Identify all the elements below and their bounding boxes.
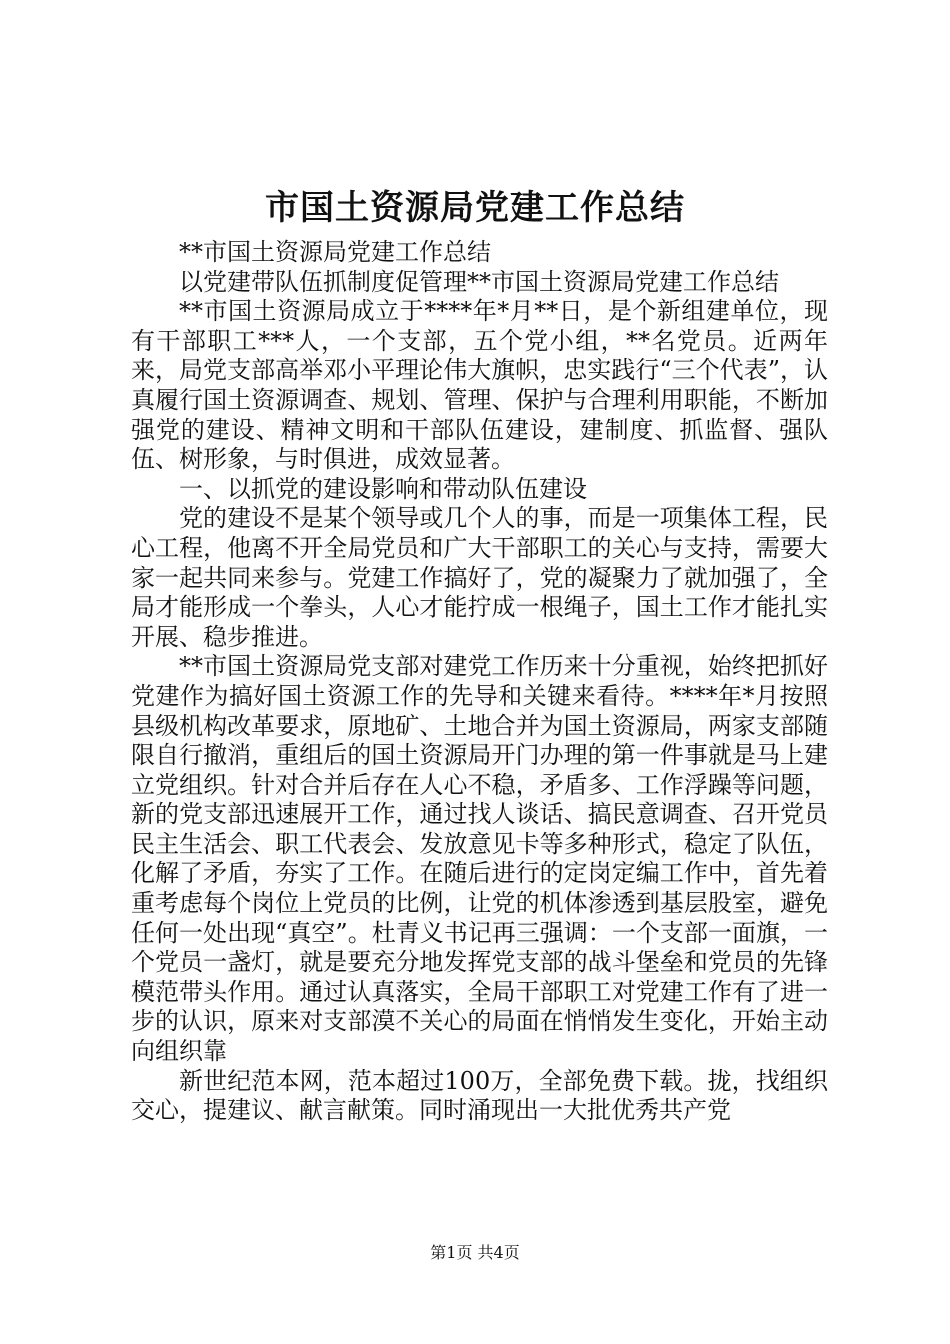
section-heading-1: 一、以抓党的建设影响和带动队伍建设 [179, 474, 587, 503]
paragraph-branch-work: **市国土资源局党支部对建党工作历来十分重视，始终把抓好党建作为搞好国土资源工作的先导和关键来看待。****年*月按照县级机构改革要求，原地矿、土地合并为国土资源局，两家支部随限自行撤消，重组后的国土资源局开门办理的第一件事就是马上建立党组织。针对合并后存在人心不稳，矛盾多、工作浮躁等问题，新的党支部迅速展开工作，通过找人谈话、搞民意调查、召开党员民主生活会、职工代表会、发放意见卡等多种形式，稳定了队伍，化解了矛盾，夯实了工作。在随后进行的定岗定编工作中，首先着重考虑每个岗位上党员的比例，让党的机体渗透到基层股室，避免任何一处出现“真空”。杜青义书记再三强调：一个支部一面旗，一个党员一盏灯，就是要充分地发挥党支部的战斗堡垒和党员的先锋模范带头作用。通过认真落实，全局干部职工对党建工作有了进一步的认识，原来对支部漠不关心的局面在悄悄发生变化，开始主动向组织靠 [131, 652, 828, 1066]
paragraph-intro: **市国土资源局成立于****年*月**日，是个新组建单位，现有干部职工***人，一个支部，五个党小组，**名党员。近两年来，局党支部高举邓小平理论伟大旗帜，忠实践行“三个代表”，认真履行国土资源调查、规划、管理、保护与合理利用职能，不断加强党的建设、精神文明和干部队伍建设，建制度、抓监督、强队伍、树形象，与时俱进，成效显著。 [131, 297, 828, 474]
page-number-footer: 第1页 共4页 [430, 1243, 520, 1262]
document-title: 市国土资源局党建工作总结 [265, 188, 685, 228]
paragraph-continuation: 新世纪范本网，范本超过100万，全部免费下载。拢，找组织交心，提建议、献言献策。同时涌现出一大批优秀共产党 [131, 1066, 828, 1125]
paragraph-heading-line: **市国土资源局党建工作总结 [179, 238, 491, 266]
paragraph-party-building: 党的建设不是某个领导或几个人的事，而是一项集体工程，民心工程，他离不开全局党员和广大干部职工的关心与支持，需要大家一起共同来参与。党建工作搞好了，党的凝聚力了就加强了，全局才能形成一个拳头，人心才能拧成一根绳子，国土工作才能扎实开展、稳步推进。 [131, 504, 828, 651]
paragraph-subtitle-line: 以党建带队伍抓制度促管理**市国土资源局党建工作总结 [179, 267, 779, 296]
document-body [131, 238, 828, 1126]
